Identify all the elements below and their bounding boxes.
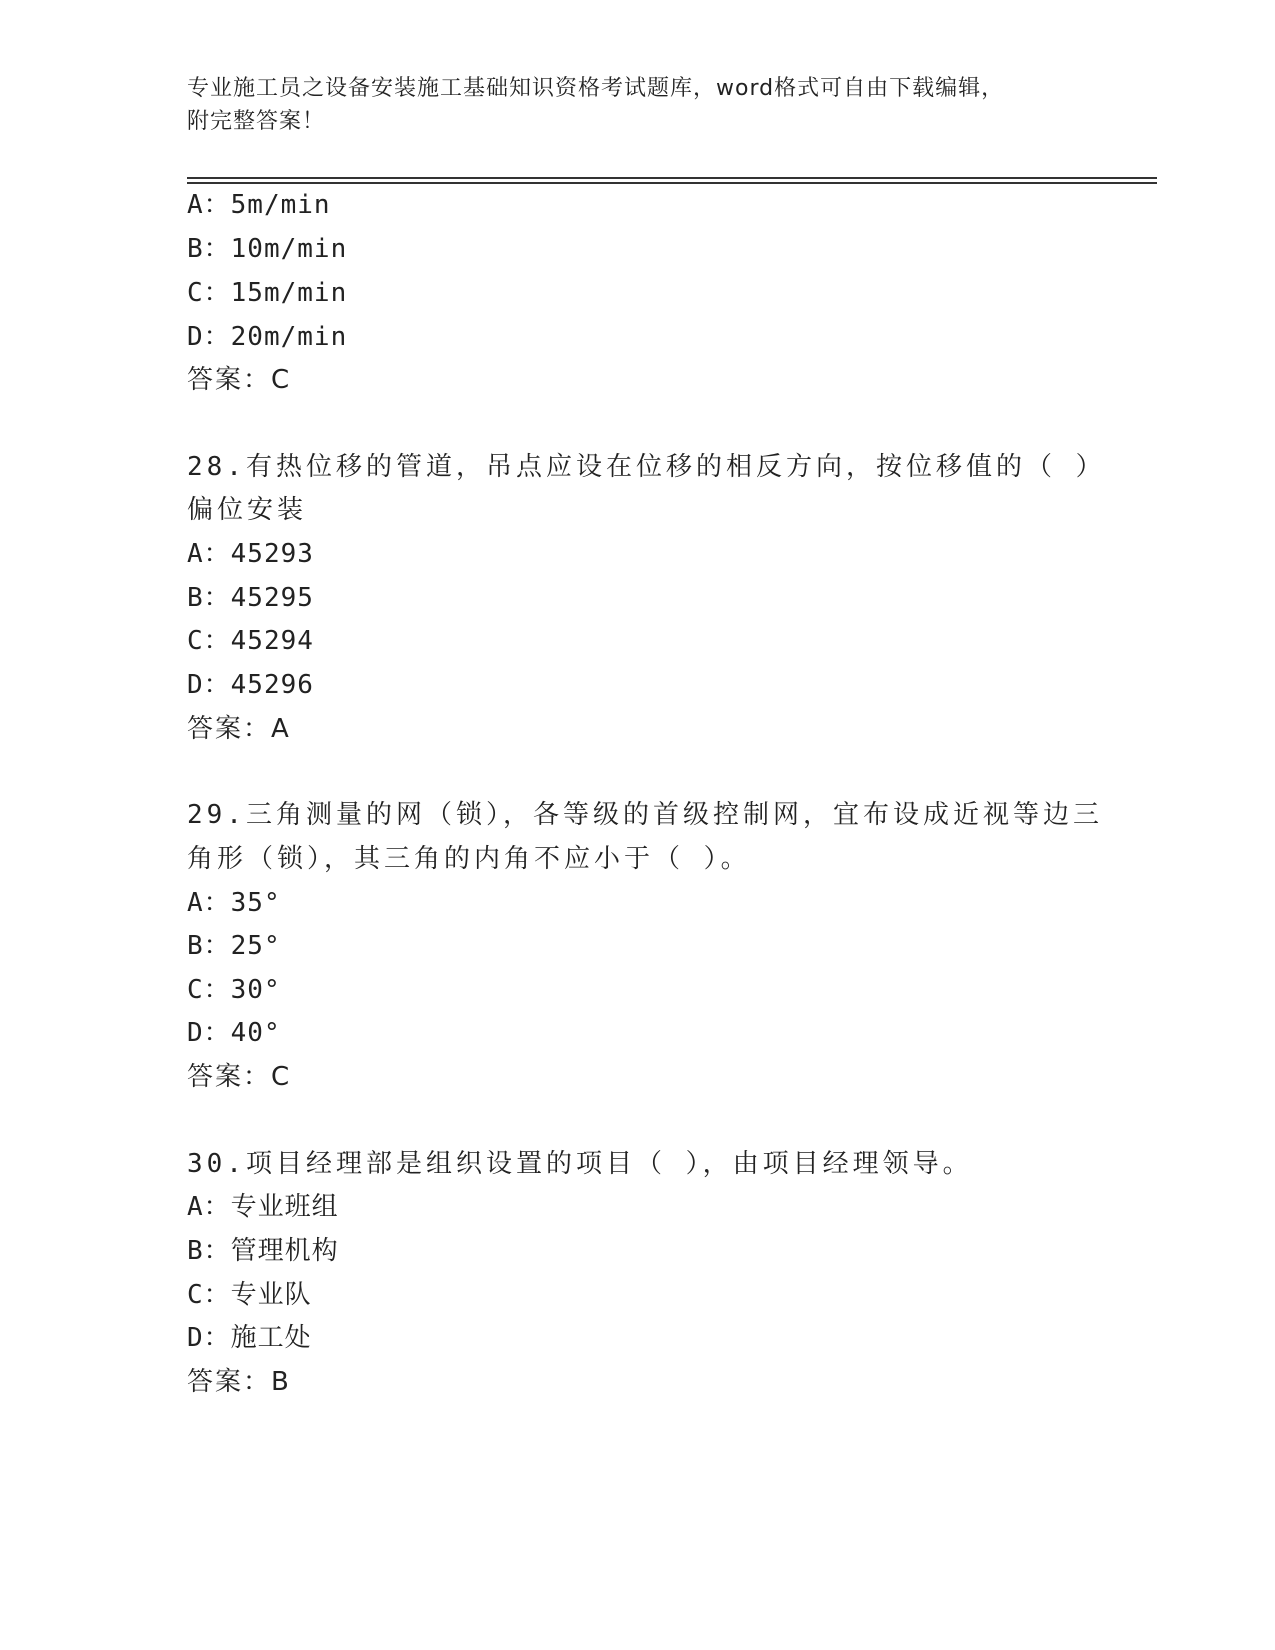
q29-option-d: D：40° xyxy=(187,1018,281,1048)
q28-option-c: C：45294 xyxy=(187,626,314,656)
header-line-2: 附完整答案！ xyxy=(187,109,326,134)
q28-option-d: D：45296 xyxy=(187,670,314,700)
header-divider-top xyxy=(187,177,1157,179)
q30-option-b: B：管理机构 xyxy=(187,1236,339,1266)
q29-option-b: B：25° xyxy=(187,931,281,961)
prev-option-a: A：5m/min xyxy=(187,190,331,220)
q28-stem-line-2: 偏位安装 xyxy=(187,495,308,525)
q28-option-b: B：45295 xyxy=(187,583,314,613)
header-divider-bottom xyxy=(187,182,1157,184)
q30-option-c: C：专业队 xyxy=(187,1280,312,1310)
prev-option-d: D：20m/min xyxy=(187,322,348,352)
q30-answer: 答案：B xyxy=(187,1367,291,1397)
prev-option-c: C：15m/min xyxy=(187,278,348,308)
q28-option-a: A：45293 xyxy=(187,539,314,569)
q29-stem-line-1: 29.三角测量的网（锁），各等级的首级控制网，宜布设成近视等边三 xyxy=(187,800,1103,830)
prev-option-b: B：10m/min xyxy=(187,234,348,264)
q30-stem-line-1: 30.项目经理部是组织设置的项目（ ），由项目经理领导。 xyxy=(187,1149,973,1179)
q29-option-a: A：35° xyxy=(187,888,281,918)
q30-option-d: D：施工处 xyxy=(187,1323,312,1353)
document-header xyxy=(187,72,1067,138)
q29-option-c: C：30° xyxy=(187,975,281,1005)
q30-option-a: A：专业班组 xyxy=(187,1192,339,1222)
q28-answer: 答案：A xyxy=(187,714,291,744)
q29-answer: 答案：C xyxy=(187,1062,292,1092)
q28-stem-line-1: 28.有热位移的管道，吊点应设在位移的相反方向，按位移值的（ ） xyxy=(187,452,1106,482)
prev-answer: 答案：C xyxy=(187,365,292,395)
header-line-1: 专业施工员之设备安装施工基础知识资格考试题库，word格式可自由下载编辑， xyxy=(187,76,1005,101)
q29-stem-line-2: 角形（锁），其三角的内角不应小于（ ）。 xyxy=(187,844,751,874)
